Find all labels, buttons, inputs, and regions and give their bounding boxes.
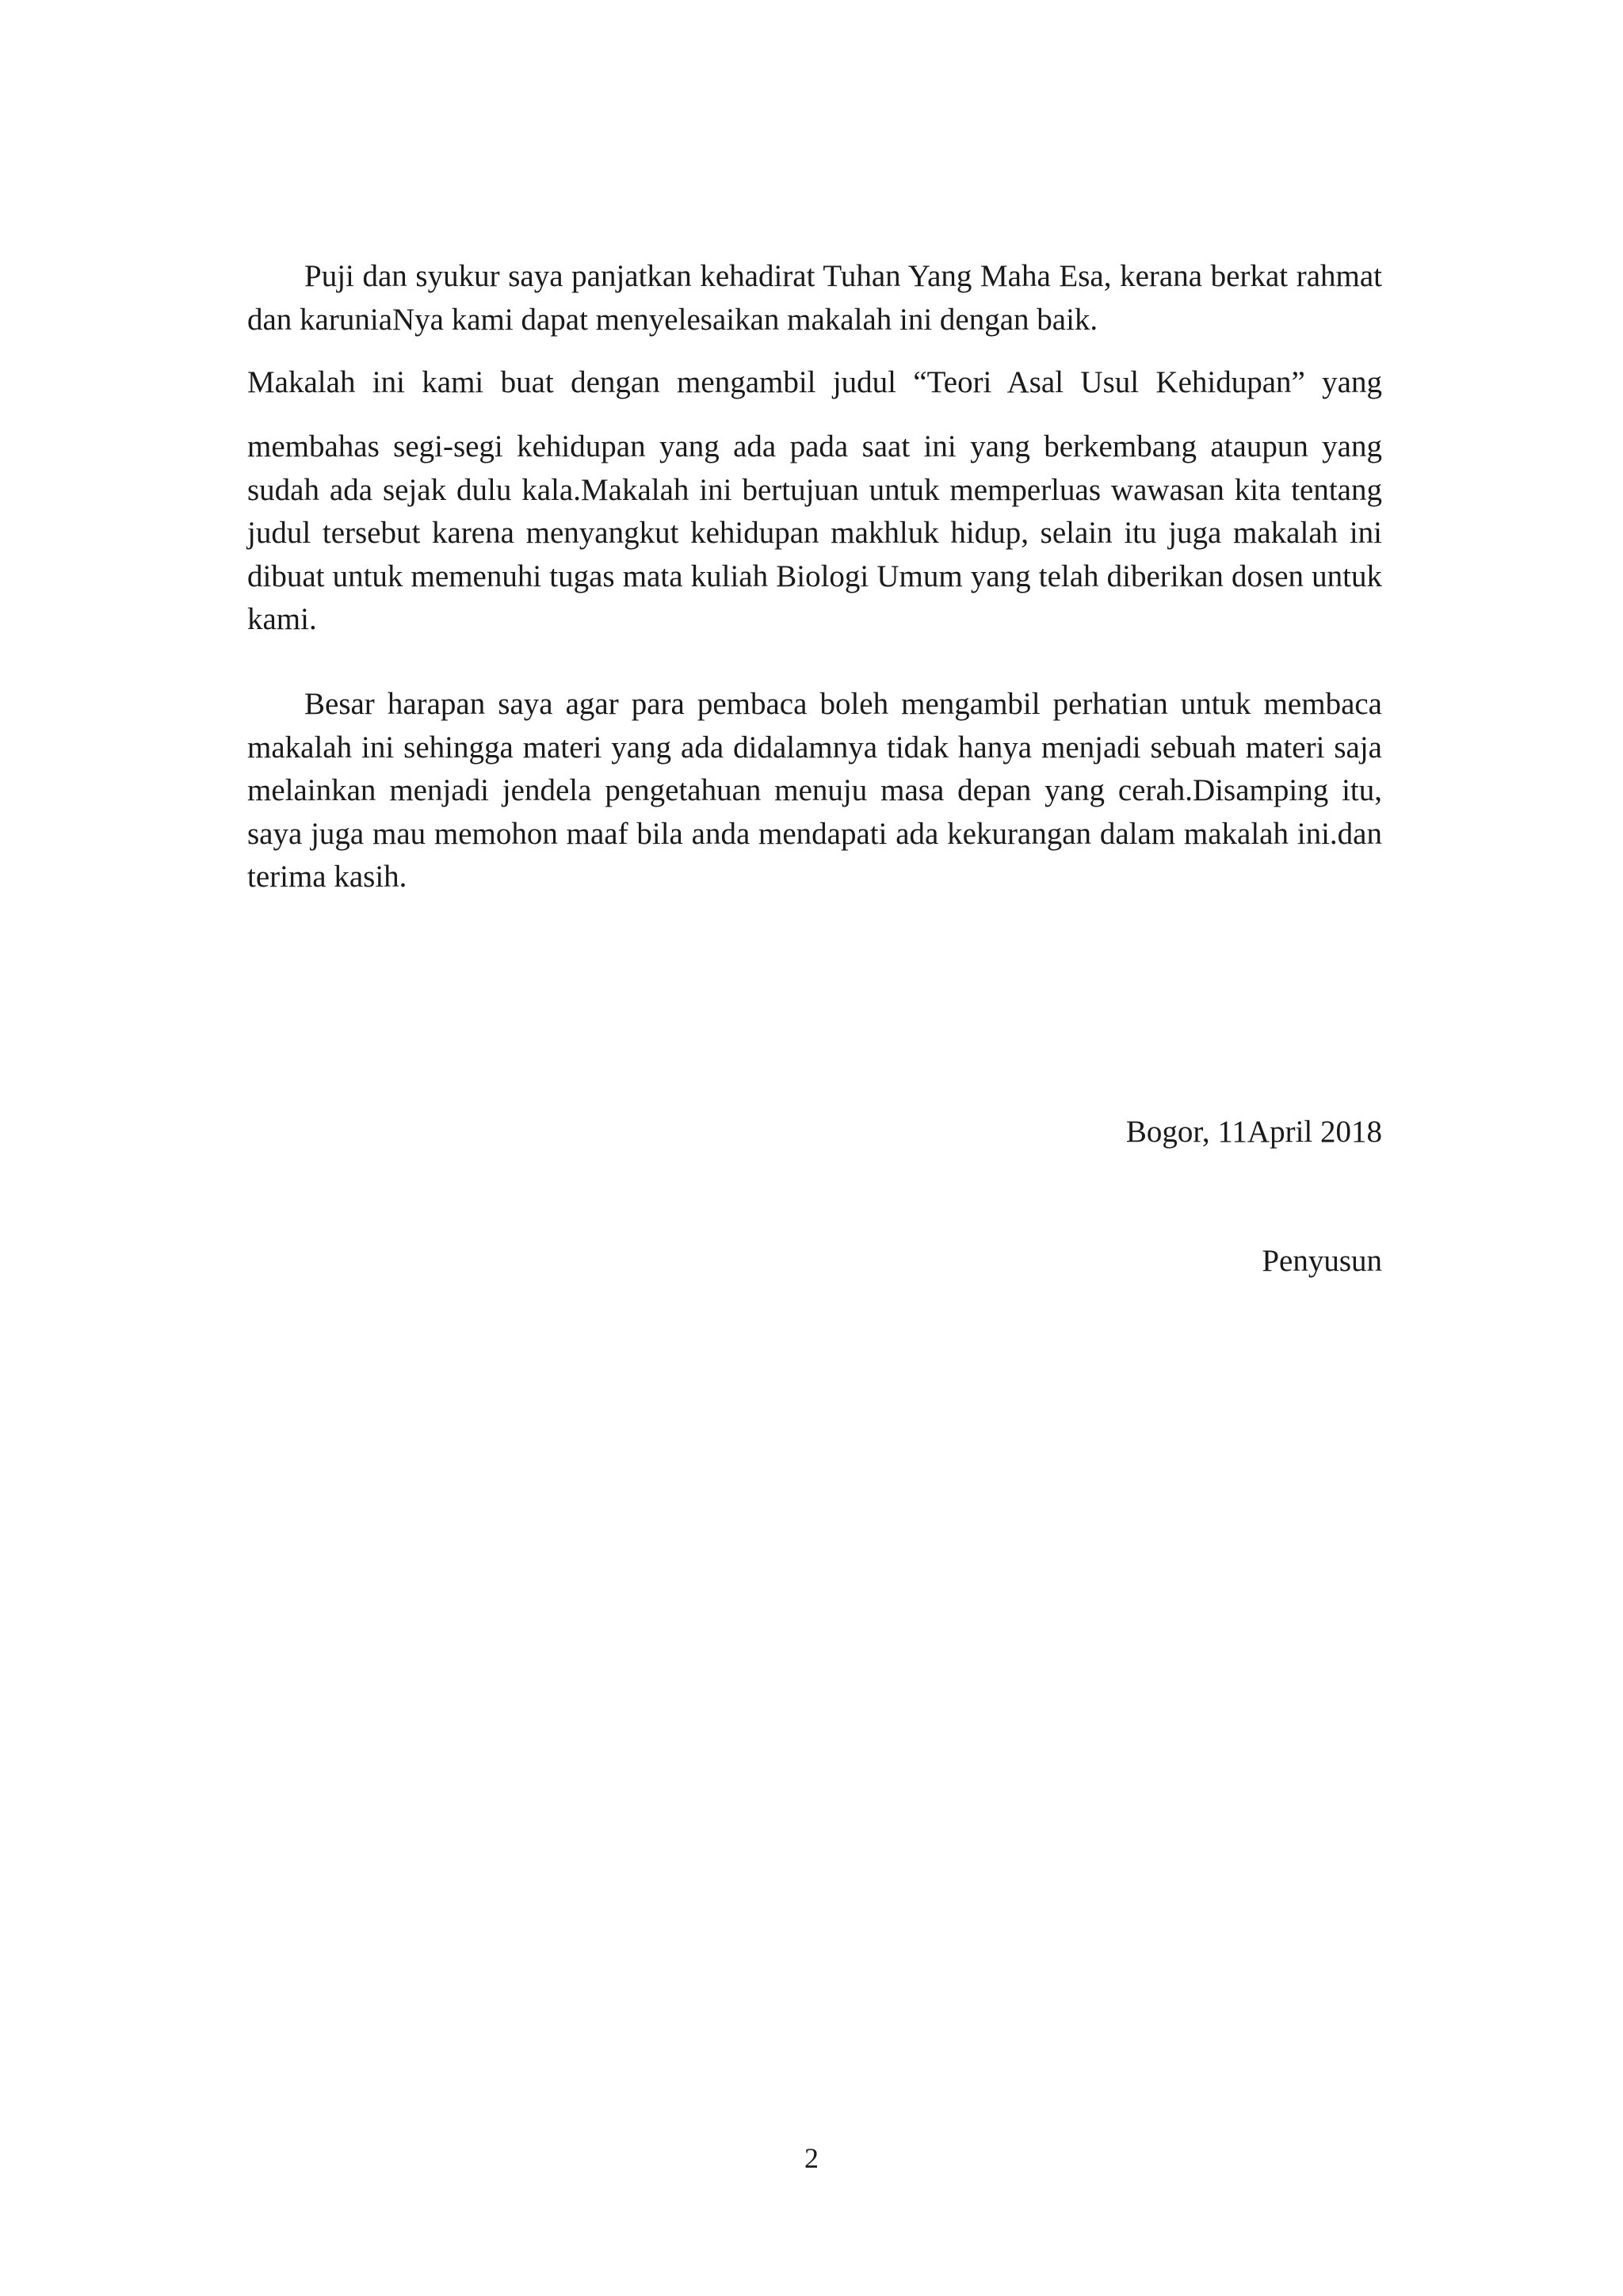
place-date: Bogor, 11April 2018 (1125, 1115, 1382, 1149)
author-signature: Penyusun (1262, 1244, 1382, 1278)
paragraph-purpose-first-line: Makalah ini kami buat dengan mengambil judul “Teori Asal Usul Kehidupan” yang (247, 365, 1382, 399)
paragraph-opening: Puji dan syukur saya panjatkan kehadirat Tuhan Yang Maha Esa, kerana berkat rahmat dan karuniaNya kami dapat menyelesaikan makalah ini dengan baik. (247, 259, 1382, 337)
paragraph-closing-hope: Besar harapan saya agar para pembaca boleh mengambil perhatian untuk membaca makalah ini sehingga materi yang ada didalamnya tidak hanya menjadi sebuah materi saja melainkan menjadi jendela pengetahuan menuju masa depan yang cerah.Disamping itu, saya juga mau memohon maaf bila anda mendapati ada kekurangan dalam makalah ini.dan terima kasih. (247, 687, 1382, 894)
paragraph-purpose: membahas segi-segi kehidupan yang ada pada saat ini yang berkembang ataupun yang sudah ada sejak dulu kala.Makalah ini bertujuan untuk memperluas wawasan kita tentang judul tersebut karena menyangkut kehidupan makhluk hidup, selain itu juga makalah ini dibuat untuk memenuhi tugas mata kuliah Biologi Umum yang telah diberikan dosen untuk kami. (247, 429, 1382, 636)
page-number: 2 (804, 2142, 819, 2174)
